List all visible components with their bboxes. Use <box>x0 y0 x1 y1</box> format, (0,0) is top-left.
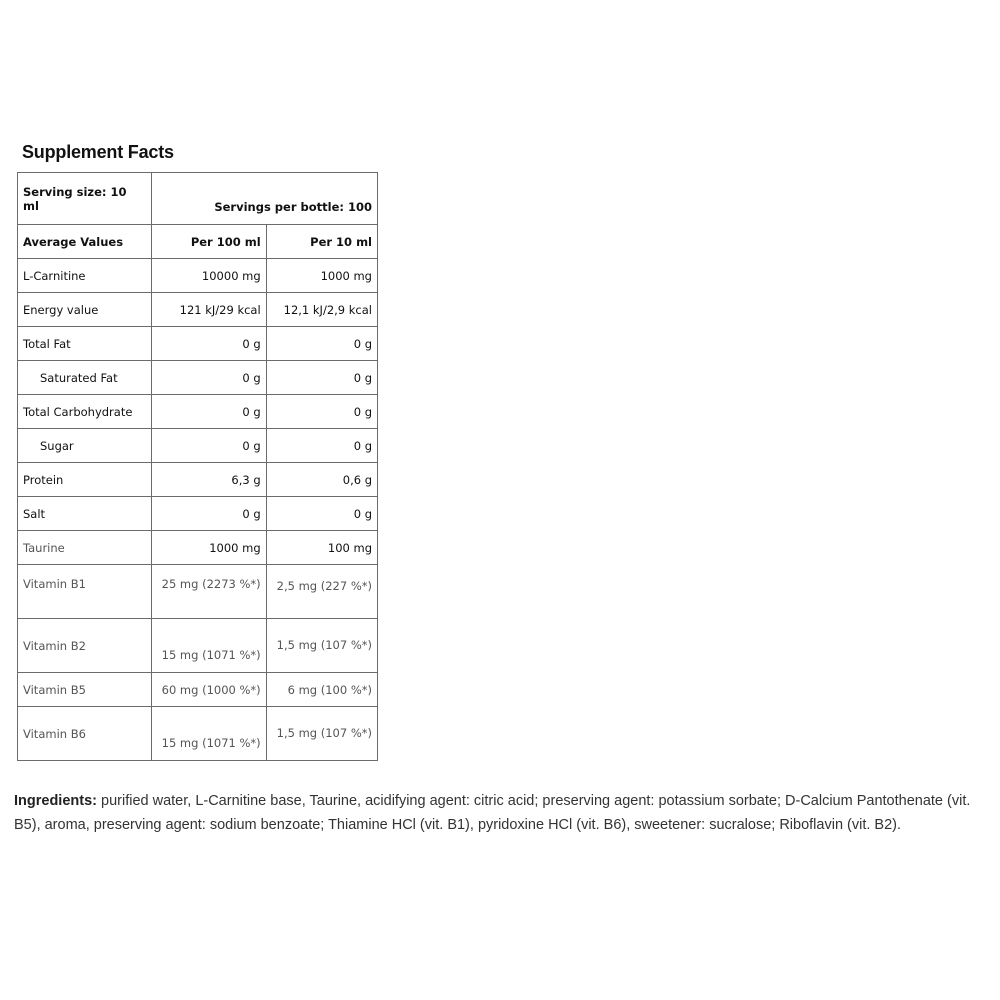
row-per10: 1,5 mg (107 %*) <box>266 707 377 761</box>
header-row <box>18 225 378 259</box>
row-per100: 10000 mg <box>152 259 266 293</box>
row-per100: 121 kJ/29 kcal <box>152 293 266 327</box>
row-per10: 6 mg (100 %*) <box>266 673 377 707</box>
table-row <box>18 259 378 293</box>
row-label: Total Fat <box>18 327 152 361</box>
row-per10: 12,1 kJ/2,9 kcal <box>266 293 377 327</box>
serving-size: Serving size: 10 ml <box>18 173 152 225</box>
servings-per-bottle: Servings per bottle: 100 <box>152 173 378 225</box>
row-per10: 0 g <box>266 327 377 361</box>
row-per100: 0 g <box>152 395 266 429</box>
row-per100: 0 g <box>152 497 266 531</box>
row-label: Vitamin B5 <box>18 673 152 707</box>
row-per10: 0,6 g <box>266 463 377 497</box>
row-per10: 100 mg <box>266 531 377 565</box>
table-row <box>18 293 378 327</box>
row-per100: 6,3 g <box>152 463 266 497</box>
table-row <box>18 565 378 619</box>
row-per100: 15 mg (1071 %*) <box>152 619 266 673</box>
row-per100: 0 g <box>152 361 266 395</box>
row-per10: 0 g <box>266 497 377 531</box>
row-label: Vitamin B1 <box>18 565 152 619</box>
table-row <box>18 361 378 395</box>
ingredients-text: purified water, L-Carnitine base, Taurine, acidifying agent: citric acid; preserving agent: potassium sorbate; D-Calcium Pantothenate (vit. B5), aroma, preserving agent: sodium benzoate; Thiamine HCl (vit. B1), pyridoxine HCl (vit. B6), sweetener: sucralose; Riboflavin (vit. B2). <box>14 793 971 833</box>
row-label: Protein <box>18 463 152 497</box>
row-per10: 1000 mg <box>266 259 377 293</box>
supplement-facts-table <box>17 172 378 761</box>
row-per10: 0 g <box>266 395 377 429</box>
row-per100: 60 mg (1000 %*) <box>152 673 266 707</box>
row-per10: 0 g <box>266 361 377 395</box>
row-per10: 0 g <box>266 429 377 463</box>
col-header-average-values: Average Values <box>18 225 152 259</box>
table-row <box>18 497 378 531</box>
ingredients-paragraph <box>14 790 984 837</box>
row-label: Sugar <box>18 429 152 463</box>
col-header-per-100ml: Per 100 ml <box>152 225 266 259</box>
row-label: Taurine <box>18 531 152 565</box>
row-label: Vitamin B6 <box>18 707 152 761</box>
row-per10: 1,5 mg (107 %*) <box>266 619 377 673</box>
row-label: L-Carnitine <box>18 259 152 293</box>
table-row <box>18 395 378 429</box>
table-row <box>18 707 378 761</box>
supplement-facts-title: Supplement Facts <box>22 142 174 162</box>
row-per100: 25 mg (2273 %*) <box>152 565 266 619</box>
col-header-per-10ml: Per 10 ml <box>266 225 377 259</box>
row-label: Vitamin B2 <box>18 619 152 673</box>
table-row <box>18 429 378 463</box>
row-per100: 1000 mg <box>152 531 266 565</box>
table-row <box>18 327 378 361</box>
serving-row <box>18 173 378 225</box>
row-label: Saturated Fat <box>18 361 152 395</box>
row-label: Salt <box>18 497 152 531</box>
row-per100: 0 g <box>152 327 266 361</box>
ingredients-label: Ingredients: <box>14 793 97 809</box>
row-per10: 2,5 mg (227 %*) <box>266 565 377 619</box>
table-row <box>18 463 378 497</box>
table-row <box>18 619 378 673</box>
row-per100: 0 g <box>152 429 266 463</box>
row-per100: 15 mg (1071 %*) <box>152 707 266 761</box>
row-label: Energy value <box>18 293 152 327</box>
table-row <box>18 673 378 707</box>
row-label: Total Carbohydrate <box>18 395 152 429</box>
table-row <box>18 531 378 565</box>
